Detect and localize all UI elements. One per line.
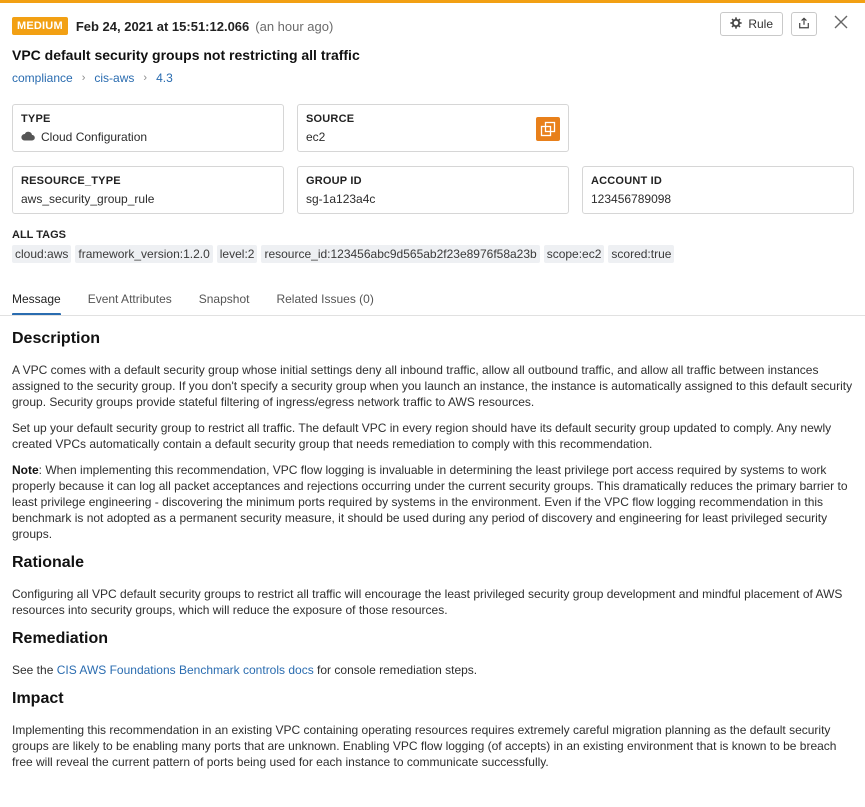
note-text: : When implementing this recommendation, VPC flow logging is invaluable in determining the least privilege port access required by systems to work properly because it can log all packet acceptances and rejections occurring under the current security groups. This dramatically reduces the primary barrier to least privilege engineering - discovering the minimum ports required by systems in the environment. Even if the VPC flow logging recommendation in this benchmark is not adopted as a permanent security measure, it should be used during any period of discovery and engineering for least privileged security groups.: [12, 463, 848, 541]
note-paragraph: [12, 462, 855, 542]
remediation-prefix: See the: [12, 663, 57, 677]
rationale-heading: Rationale: [12, 554, 85, 571]
gear-icon: [730, 17, 742, 32]
source-card: [297, 104, 569, 152]
chevron-right-icon: ›: [143, 72, 148, 84]
tag[interactable]: framework_version:1.2.0: [75, 245, 212, 263]
type-label: TYPE: [21, 113, 51, 125]
message-content: [12, 330, 855, 780]
tab-event-attributes[interactable]: Event Attributes: [87, 292, 172, 306]
resource-type-value: aws_security_group_rule: [21, 192, 155, 206]
account-id-value: 123456789098: [591, 192, 672, 206]
tag[interactable]: resource_id:123456abc9d565ab2f23e8976f58a23b: [261, 245, 539, 263]
account-id-label: ACCOUNT ID: [591, 175, 663, 187]
close-icon: [834, 15, 848, 34]
breadcrumb-cis-aws[interactable]: cis-aws: [94, 71, 135, 85]
note-label: Note: [12, 463, 39, 477]
severity-badge: MEDIUM: [12, 17, 68, 35]
cloud-icon: [21, 130, 35, 144]
remediation-paragraph: [12, 662, 855, 678]
tab-message[interactable]: Message: [12, 292, 61, 314]
account-id-card: [582, 166, 854, 214]
tab-bar: [12, 292, 401, 314]
tag-list: [12, 245, 674, 263]
tab-snapshot[interactable]: Snapshot: [198, 292, 250, 306]
tag[interactable]: cloud:aws: [12, 245, 71, 263]
source-label: SOURCE: [306, 113, 355, 125]
share-icon: [798, 17, 810, 32]
impact-paragraph: Implementing this recommendation in an existing VPC containing operating resources requires extremely careful migration planning as the default security groups are likely to be enabling many ports that are unknown. Enabling VPC flow logging (of accepts) in an existing environment that is known to be breach free will reveal the current pattern of ports being used for each instance to communicate successfully.: [12, 723, 837, 769]
type-card: [12, 104, 284, 152]
breadcrumb-control[interactable]: 4.3: [156, 71, 173, 85]
tag[interactable]: scored:true: [608, 245, 674, 263]
impact-heading: Impact: [12, 690, 64, 707]
relative-time: (an hour ago): [255, 18, 334, 34]
close-button[interactable]: [829, 12, 853, 36]
severity-color-bar: [0, 0, 865, 3]
all-tags-label: ALL TAGS: [12, 229, 66, 241]
header-actions: [720, 12, 853, 36]
tab-divider: [0, 315, 865, 316]
breadcrumb: [12, 71, 173, 85]
signal-header: [12, 15, 853, 37]
description-paragraph: A VPC comes with a default security group whose initial settings deny all inbound traffic, allow all outbound traffic, and allow all traffic between instances assigned to the security group. If you don't specify a security group when you launch an instance, the instance is automatically assigned to this default security group. Security groups provide stateful filtering of ingress/egress network traffic to AWS resources.: [12, 363, 853, 409]
timestamp: Feb 24, 2021 at 15:51:12.066: [75, 18, 250, 34]
rule-button-label: Rule: [748, 17, 773, 31]
resource-type-card: [12, 166, 284, 214]
remediation-heading: Remediation: [12, 630, 109, 647]
type-value: Cloud Configuration: [41, 130, 148, 144]
breadcrumb-compliance[interactable]: compliance: [12, 71, 73, 85]
group-id-card: [297, 166, 569, 214]
share-button[interactable]: [791, 12, 817, 36]
resource-type-label: RESOURCE_TYPE: [21, 175, 121, 187]
tag[interactable]: level:2: [217, 245, 258, 263]
chevron-right-icon: ›: [81, 72, 86, 84]
source-value: ec2: [306, 130, 326, 144]
tag[interactable]: scope:ec2: [544, 245, 605, 263]
type-value-row: [21, 130, 275, 144]
cis-docs-link[interactable]: CIS AWS Foundations Benchmark controls docs: [56, 663, 314, 677]
page-title: VPC default security groups not restricting all traffic: [12, 47, 360, 63]
rationale-paragraph: Configuring all VPC default security groups to restrict all traffic will encourage the least privileged security group development and mindful placement of AWS resources into security groups, which will reduce the exposure of those resources.: [12, 587, 843, 617]
ec2-service-icon: [536, 117, 560, 141]
tab-related-issues[interactable]: Related Issues (0): [276, 292, 374, 306]
group-id-label: GROUP ID: [306, 175, 362, 187]
group-id-value: sg-1a123a4c: [306, 192, 376, 206]
rule-button[interactable]: [720, 12, 783, 36]
description-heading: Description: [12, 330, 101, 347]
description-paragraph: Set up your default security group to restrict all traffic. The default VPC in every region should have its default security group updated to comply. Any newly created VPCs automatically contain a default security group that needs remediation to comply with this recommendation.: [12, 421, 832, 451]
remediation-suffix: for console remediation steps.: [313, 663, 478, 677]
